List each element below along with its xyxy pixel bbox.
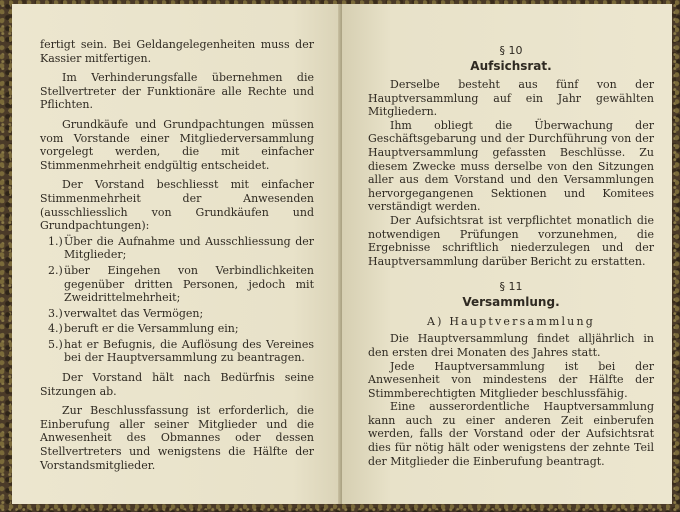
section-10-paragraph-3: Der Aufsichtsrat ist verpflichtet monatlich die notwendigen Prüfungen vorzunehmen, die Ergebnisse schriftlich niederzulegen und der Hauptversammlung darüber Bericht zu erstatten. bbox=[368, 213, 654, 268]
list-item: 4.) beruft er die Versammlung ein; bbox=[48, 322, 239, 336]
section-11-paragraph-1: Die Hauptversammlung findet alljährlich in den ersten drei Monaten des Jahres statt. bbox=[368, 332, 654, 359]
left-paragraph-1: fertigt sein. Bei Geldangelegenheiten muss der Kassier mitfertigen. bbox=[40, 38, 314, 65]
left-paragraph-4: Der Vorstand beschliesst mit einfacher Stimmenmehrheit der Anwesenden (ausschliesslich von Grundkäufen und Grundpachtungen): bbox=[40, 178, 314, 233]
section-11-subheading: A) Hauptversammlung bbox=[426, 315, 595, 329]
list-item: 1.) Über die Aufnahme und Ausschliessung der Mitglieder; bbox=[48, 234, 314, 262]
section-11-paragraph-3: Eine ausserordentliche Hauptversammlung kann auch zu einer anderen Zeit einberufen werden, falls der Vorstand oder der Aufsichtsrat dies für nötig hält oder wenigstens der zehnte Teil der Mitglieder die Einberufung beantragt. bbox=[368, 400, 654, 468]
section-11-title: Versammlung. bbox=[462, 295, 560, 310]
section-10-paragraph-2: Ihm obliegt die Überwachung der Geschäftsgebarung und der Durchführung von der Hauptversammlung gefassten Beschlüsse. Zu diesem Zwecke muss derselbe von den Sitzungen aller aus dem Vorstand und den Versammlungen hervorgegangenen Sektionen und Komitees verständigt werden. bbox=[368, 118, 654, 214]
section-10-number: § 10 bbox=[499, 44, 523, 57]
left-paragraph-5: Der Vorstand hält nach Bedürfnis seine Sitzungen ab. bbox=[40, 371, 314, 398]
list-item: 3.) verwaltet das Vermögen; bbox=[48, 306, 204, 320]
list-item: 2.) über Eingehen von Verbindlichkeiten gegenüber dritten Personen, jedoch mit Zweidrittelmehrheit; bbox=[48, 263, 314, 305]
section-11-number: § 11 bbox=[499, 280, 523, 294]
left-paragraph-2: Im Verhinderungsfalle übernehmen die Stellvertreter der Funktionäre alle Rechte und Pflichten. bbox=[40, 71, 314, 112]
left-paragraph-6: Zur Beschlussfassung ist erforderlich, die Einberufung aller seiner Mitglieder und die Anwesenheit des Obmannes oder dessen Stellvertreters und wenigstens die Hälfte der Vorstandsmitglieder. bbox=[40, 404, 314, 472]
left-paragraph-3: Grundkäufe und Grundpachtungen müssen vom Vorstande einer Mitgliederversammlung vorgelegt werden, die mit einfacher Stimmenmehrheit endgültig entscheidet. bbox=[40, 117, 314, 172]
powers-list bbox=[40, 235, 314, 365]
list-item: 5.) hat er Befugnis, die Auflösung des Vereines bei der Hauptversammlung zu beantragen. bbox=[48, 337, 314, 365]
right-page bbox=[342, 4, 672, 504]
section-10-title: Aufsichsrat. bbox=[470, 59, 552, 73]
left-page bbox=[12, 4, 342, 504]
section-10-paragraph-1: Derselbe besteht aus fünf von der Hauptversammlung auf ein Jahr gewählten Mitgliedern. bbox=[368, 78, 654, 119]
section-11-paragraph-2: Jede Hauptversammlung ist bei der Anwesenheit von mindestens der Hälfte der Stimmberechtigten Mitglieder beschlussfähig. bbox=[368, 359, 654, 400]
